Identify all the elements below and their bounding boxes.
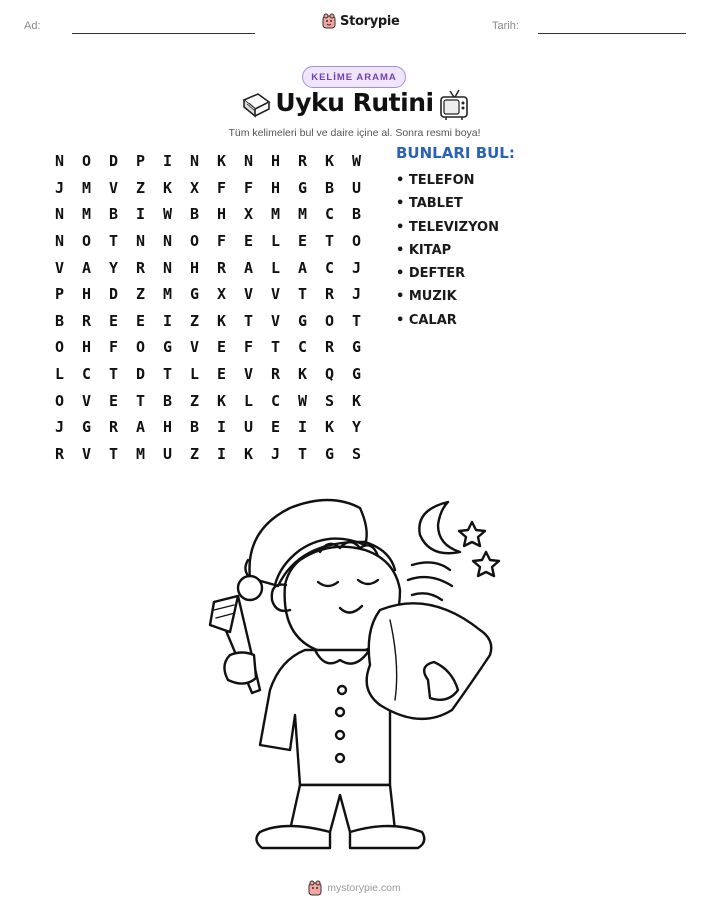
storypie-logo-icon [322, 13, 336, 29]
word-list-item: • DEFTER [396, 266, 466, 282]
grid-cell[interactable]: G [162, 338, 173, 357]
grid-cell[interactable]: B [162, 391, 173, 410]
grid-cell[interactable]: D [108, 285, 119, 304]
grid-cell[interactable]: M [162, 285, 173, 304]
grid-cell[interactable]: W [351, 152, 362, 171]
grid-cell[interactable]: V [189, 338, 200, 357]
grid-row [46, 175, 370, 202]
grid-cell[interactable]: J [351, 285, 362, 304]
grid-cell[interactable]: G [297, 178, 308, 197]
grid-cell[interactable]: M [135, 444, 146, 463]
grid-cell[interactable]: L [243, 391, 254, 410]
grid-cell[interactable]: B [189, 205, 200, 224]
grid-cell[interactable]: I [162, 311, 173, 330]
grid-cell[interactable]: R [216, 258, 227, 277]
grid-cell[interactable]: L [270, 258, 281, 277]
grid-cell[interactable]: E [216, 365, 227, 384]
grid-cell[interactable]: A [297, 258, 308, 277]
grid-cell[interactable]: P [54, 285, 65, 304]
grid-cell[interactable]: A [243, 258, 254, 277]
grid-cell[interactable]: T [324, 232, 335, 251]
grid-cell[interactable]: C [297, 338, 308, 357]
grid-row [46, 334, 370, 361]
grid-cell[interactable]: N [243, 152, 254, 171]
grid-cell[interactable]: K [216, 391, 227, 410]
grid-cell[interactable]: B [324, 178, 335, 197]
name-label: Ad: [24, 20, 41, 32]
word-list-item: • MUZIK [396, 289, 457, 305]
grid-row [46, 441, 370, 468]
grid-cell[interactable]: F [243, 178, 254, 197]
grid-cell[interactable]: O [54, 391, 65, 410]
grid-cell[interactable]: Z [189, 311, 200, 330]
grid-row [46, 254, 370, 281]
grid-cell[interactable]: P [135, 152, 146, 171]
grid-cell[interactable]: G [324, 444, 335, 463]
grid-cell[interactable]: H [81, 285, 92, 304]
grid-cell[interactable]: V [54, 258, 65, 277]
grid-cell[interactable]: I [297, 418, 308, 437]
footer-url: mystorypie.com [327, 882, 401, 894]
word-list-item: • CALAR [396, 312, 457, 328]
grid-cell[interactable]: H [189, 258, 200, 277]
grid-cell[interactable]: O [351, 232, 362, 251]
grid-cell[interactable]: O [81, 232, 92, 251]
grid-cell[interactable]: D [108, 152, 119, 171]
grid-cell[interactable]: W [162, 205, 173, 224]
grid-cell[interactable]: C [81, 365, 92, 384]
grid-cell[interactable]: H [162, 418, 173, 437]
grid-cell[interactable]: N [54, 232, 65, 251]
grid-cell[interactable]: F [108, 338, 119, 357]
page-title: Uyku Rutini [275, 88, 434, 117]
name-line[interactable] [72, 33, 255, 34]
grid-cell[interactable]: B [351, 205, 362, 224]
instructions: Tüm kelimeleri bul ve daire içine al. Sonra resmi boya! [228, 127, 481, 139]
grid-cell[interactable]: R [270, 365, 281, 384]
grid-cell[interactable]: Y [351, 418, 362, 437]
grid-cell[interactable]: Z [189, 444, 200, 463]
grid-cell[interactable]: Z [189, 391, 200, 410]
grid-row [46, 361, 370, 388]
word-list-item: • TELEVIZYON [396, 219, 499, 235]
grid-cell[interactable]: K [216, 152, 227, 171]
grid-cell[interactable]: I [216, 418, 227, 437]
grid-cell[interactable]: O [81, 152, 92, 171]
grid-cell[interactable]: H [270, 152, 281, 171]
grid-cell[interactable]: M [81, 205, 92, 224]
grid-cell[interactable]: F [243, 338, 254, 357]
word-list-item: • TELEFON [396, 173, 475, 188]
grid-row [46, 281, 370, 308]
grid-cell[interactable]: F [216, 232, 227, 251]
grid-cell[interactable]: K [297, 365, 308, 384]
grid-cell[interactable]: V [270, 311, 281, 330]
grid-cell[interactable]: B [54, 311, 65, 330]
grid-cell[interactable]: X [243, 205, 254, 224]
word-list-item: • KITAP [396, 242, 452, 258]
grid-cell[interactable]: I [162, 152, 173, 171]
grid-cell[interactable]: T [108, 232, 119, 251]
grid-cell[interactable]: U [243, 418, 254, 437]
grid-cell[interactable]: B [189, 418, 200, 437]
grid-cell[interactable]: N [189, 152, 200, 171]
grid-cell[interactable]: G [351, 338, 362, 357]
grid-cell[interactable]: T [297, 285, 308, 304]
grid-cell[interactable]: H [81, 338, 92, 357]
grid-cell[interactable]: E [108, 391, 119, 410]
coloring-illustration[interactable] [190, 490, 510, 855]
grid-cell[interactable]: C [324, 258, 335, 277]
grid-cell[interactable]: M [81, 178, 92, 197]
grid-row [46, 308, 370, 335]
grid-cell[interactable]: G [189, 285, 200, 304]
grid-cell[interactable]: L [54, 365, 65, 384]
grid-cell[interactable]: Y [108, 258, 119, 277]
grid-cell[interactable]: H [270, 178, 281, 197]
grid-cell[interactable]: T [162, 365, 173, 384]
grid-cell[interactable]: K [162, 178, 173, 197]
grid-cell[interactable]: L [189, 365, 200, 384]
grid-cell[interactable]: H [216, 205, 227, 224]
grid-cell[interactable]: S [351, 444, 362, 463]
grid-cell[interactable]: M [297, 205, 308, 224]
grid-cell[interactable]: G [297, 311, 308, 330]
activity-badge: KELİME ARAMA [302, 66, 406, 88]
grid-cell[interactable]: R [108, 418, 119, 437]
grid-cell[interactable]: N [162, 232, 173, 251]
grid-cell[interactable]: K [216, 311, 227, 330]
grid-cell[interactable]: D [135, 365, 146, 384]
grid-cell[interactable]: T [297, 444, 308, 463]
grid-cell[interactable]: O [135, 338, 146, 357]
grid-cell[interactable]: F [216, 178, 227, 197]
word-list-title: BUNLARI BUL: [396, 144, 515, 162]
grid-cell[interactable]: K [243, 444, 254, 463]
grid-cell[interactable]: T [270, 338, 281, 357]
grid-cell[interactable]: M [270, 205, 281, 224]
grid-cell[interactable]: J [270, 444, 281, 463]
footer [0, 880, 709, 896]
storypie-logo-icon [308, 880, 322, 896]
grid-cell[interactable]: N [54, 152, 65, 171]
grid-cell[interactable]: T [351, 311, 362, 330]
grid-cell[interactable]: E [216, 338, 227, 357]
grid-row [46, 414, 370, 441]
grid-cell[interactable]: V [243, 365, 254, 384]
grid-row [46, 148, 370, 175]
grid-cell[interactable]: T [108, 365, 119, 384]
grid-cell[interactable]: V [81, 444, 92, 463]
grid-cell[interactable]: Z [135, 178, 146, 197]
grid-cell[interactable]: E [270, 418, 281, 437]
grid-cell[interactable]: J [54, 178, 65, 197]
grid-cell[interactable]: X [216, 285, 227, 304]
grid-cell[interactable]: O [324, 311, 335, 330]
grid-cell[interactable]: L [270, 232, 281, 251]
date-line[interactable] [538, 33, 686, 34]
grid-cell[interactable]: I [216, 444, 227, 463]
grid-cell[interactable]: K [324, 152, 335, 171]
grid-cell[interactable]: E [243, 232, 254, 251]
grid-cell[interactable]: K [324, 418, 335, 437]
grid-cell[interactable]: R [324, 285, 335, 304]
tv-icon [438, 88, 470, 122]
grid-cell[interactable]: N [135, 232, 146, 251]
grid-cell[interactable]: I [135, 205, 146, 224]
grid-cell[interactable]: R [54, 444, 65, 463]
grid-cell[interactable]: R [81, 311, 92, 330]
grid-cell[interactable]: E [108, 311, 119, 330]
brand [322, 13, 400, 29]
grid-cell[interactable]: C [270, 391, 281, 410]
word-search-grid[interactable] [46, 148, 370, 467]
grid-cell[interactable]: V [243, 285, 254, 304]
grid-cell[interactable]: R [135, 258, 146, 277]
grid-cell[interactable]: J [351, 258, 362, 277]
grid-row [46, 201, 370, 228]
grid-cell[interactable]: E [297, 232, 308, 251]
grid-cell[interactable]: R [324, 338, 335, 357]
grid-cell[interactable]: O [189, 232, 200, 251]
grid-cell[interactable]: J [54, 418, 65, 437]
grid-cell[interactable]: U [162, 444, 173, 463]
grid-cell[interactable]: K [351, 391, 362, 410]
grid-cell[interactable]: S [324, 391, 335, 410]
grid-cell[interactable]: N [54, 205, 65, 224]
grid-cell[interactable]: T [108, 444, 119, 463]
grid-cell[interactable]: W [297, 391, 308, 410]
grid-cell[interactable]: V [81, 391, 92, 410]
grid-cell[interactable]: A [135, 418, 146, 437]
grid-cell[interactable]: A [81, 258, 92, 277]
grid-cell[interactable]: T [243, 311, 254, 330]
grid-cell[interactable]: C [324, 205, 335, 224]
word-list-item: • TABLET [396, 196, 463, 212]
grid-cell[interactable]: U [351, 178, 362, 197]
grid-cell[interactable]: V [108, 178, 119, 197]
word-list [396, 172, 499, 335]
grid-row [46, 387, 370, 414]
grid-cell[interactable]: G [81, 418, 92, 437]
date-label: Tarih: [492, 20, 519, 32]
grid-cell[interactable]: Z [135, 285, 146, 304]
grid-cell[interactable]: O [54, 338, 65, 357]
grid-cell[interactable]: X [189, 178, 200, 197]
grid-cell[interactable]: B [108, 205, 119, 224]
grid-cell[interactable]: R [297, 152, 308, 171]
grid-cell[interactable]: T [135, 391, 146, 410]
grid-cell[interactable]: N [162, 258, 173, 277]
grid-row [46, 228, 370, 255]
grid-cell[interactable]: V [270, 285, 281, 304]
grid-cell[interactable]: Q [324, 365, 335, 384]
grid-cell[interactable]: G [351, 365, 362, 384]
brand-name: Storypie [340, 13, 400, 29]
grid-cell[interactable]: E [135, 311, 146, 330]
